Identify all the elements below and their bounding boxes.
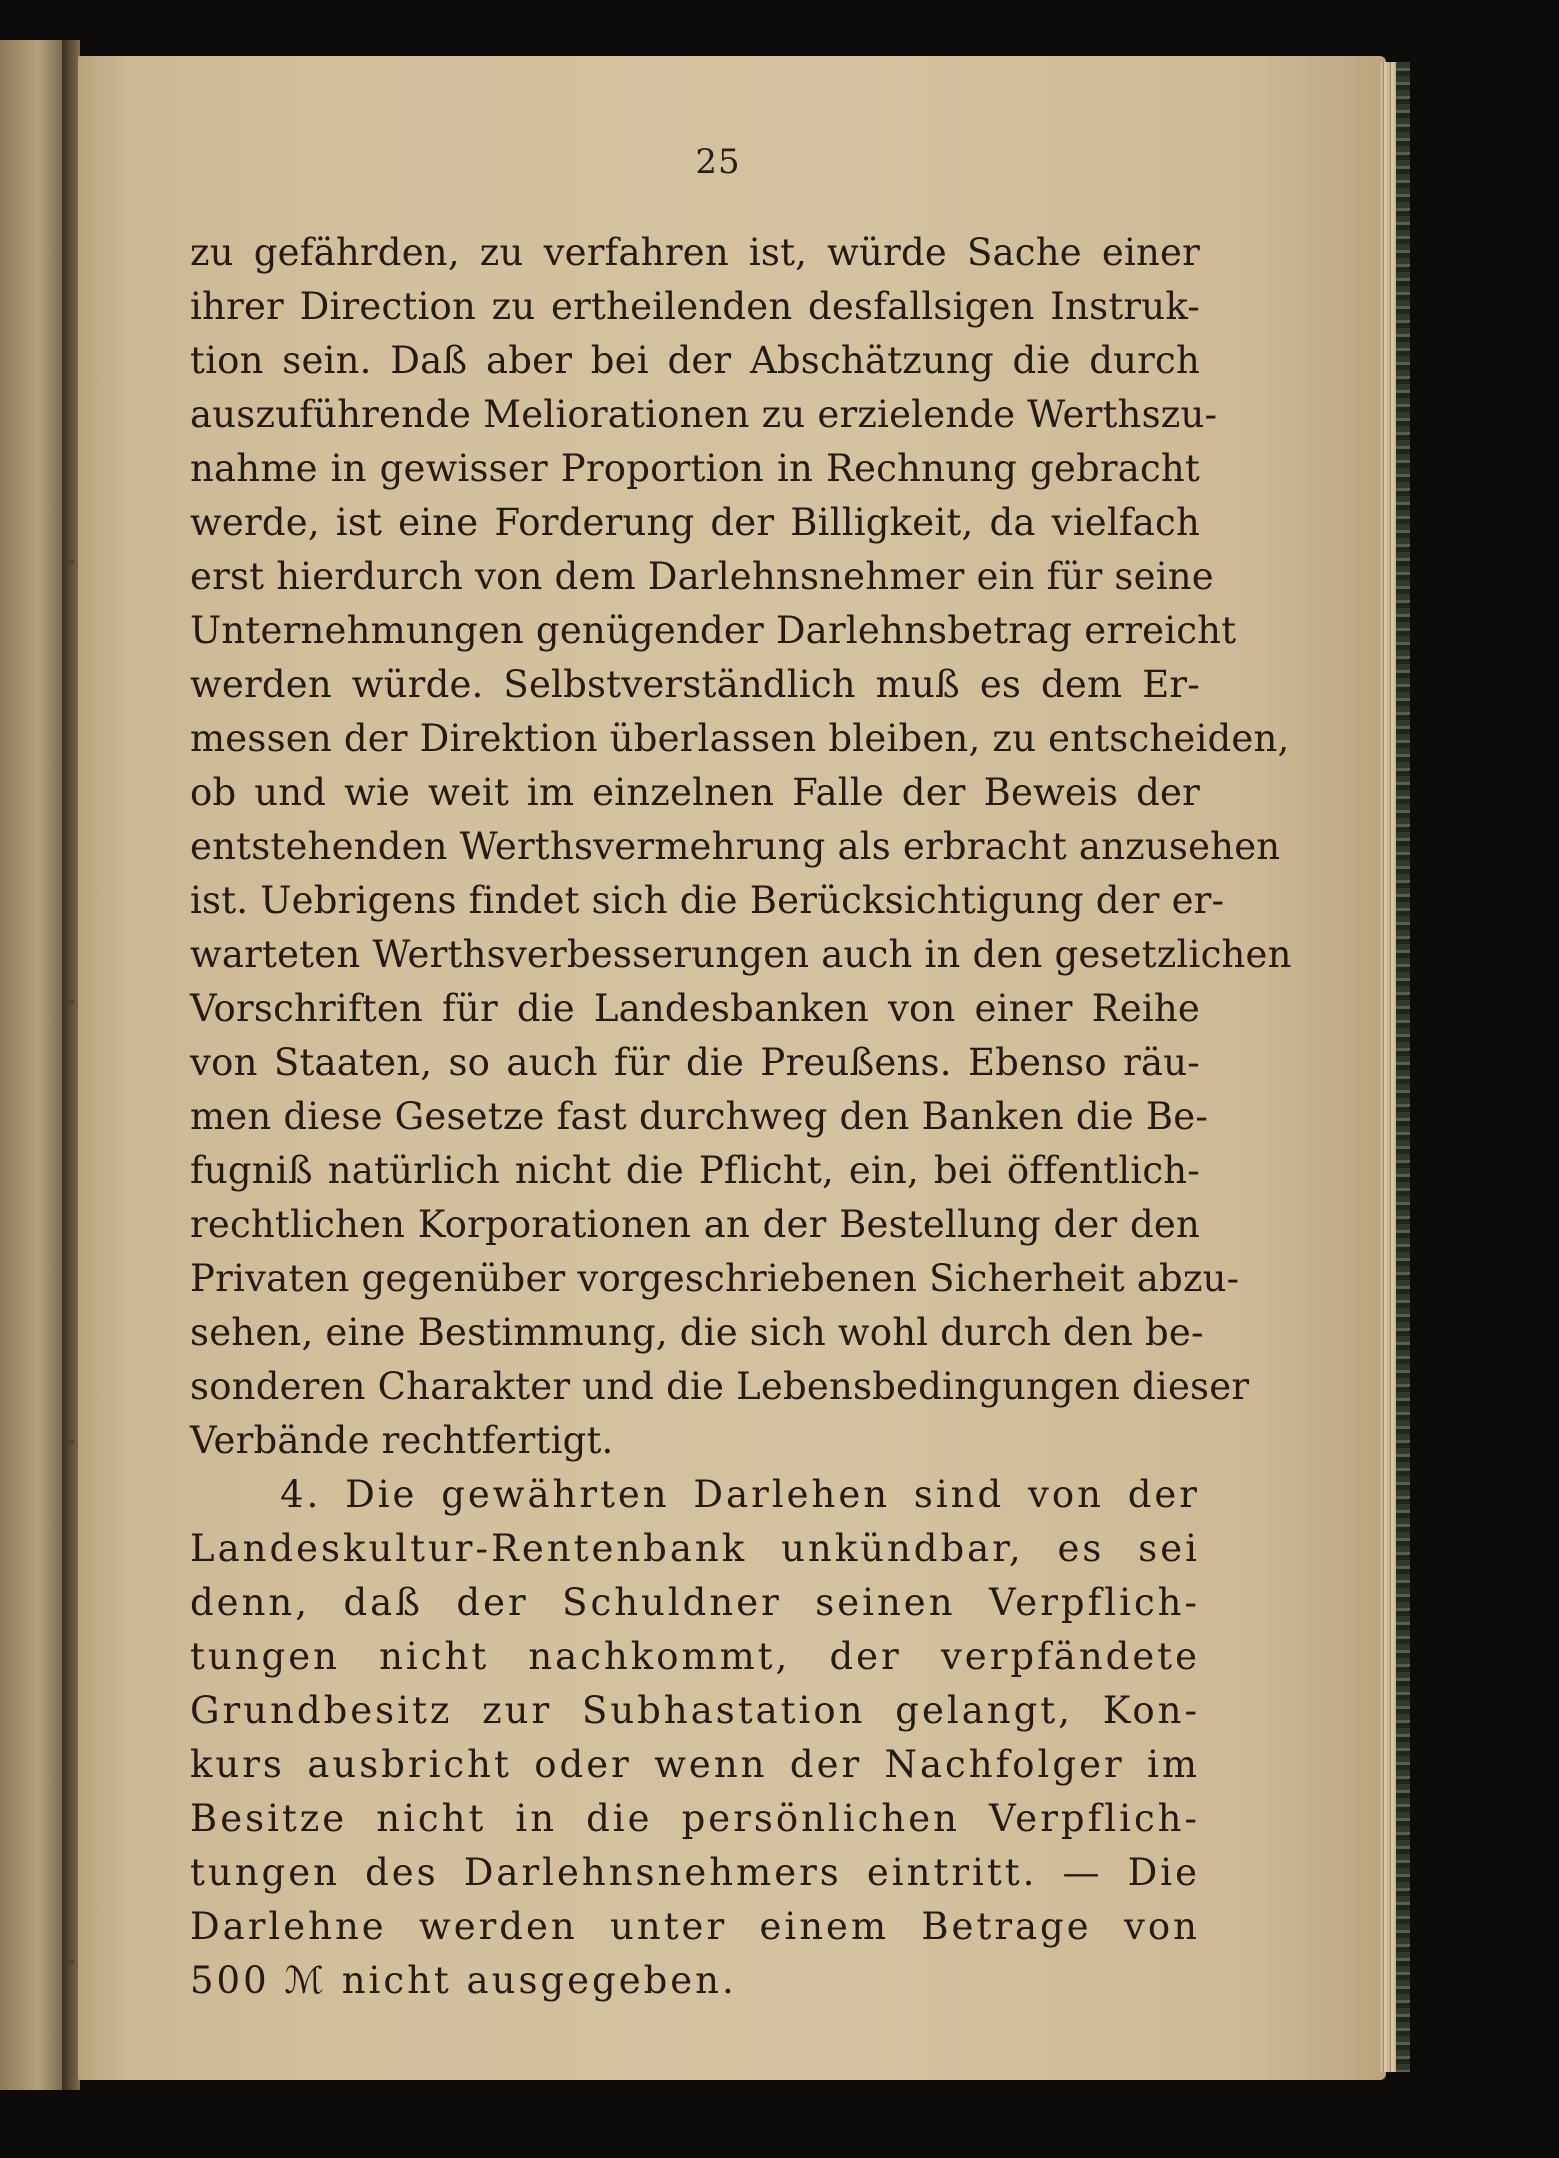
paragraph-4-line: 4. Die gewährten Darlehen sind von der: [280, 1473, 1200, 1516]
text-line: sonderen Charakter und die Lebensbedingungen dieser: [190, 1365, 1250, 1408]
text-line: men diese Gesetze fast durchweg den Banken die Be-: [190, 1095, 1209, 1138]
paragraph-4-line: Besitze nicht in die persönlichen Verpflich-: [190, 1797, 1200, 1840]
book-binding: [1396, 62, 1410, 2072]
margin-mark: [66, 1960, 74, 1963]
paragraph-4-line: Darlehne werden unter einem Betrage von: [190, 1905, 1200, 1948]
text-line: sehen, eine Bestimmung, die sich wohl durch den be-: [190, 1311, 1204, 1354]
margin-mark: [66, 560, 74, 563]
text-line: werden würde. Selbstverständlich muß es dem Er-: [190, 663, 1200, 706]
text-line: Verbände rechtfertigt.: [190, 1419, 614, 1462]
text-line: fugniß natürlich nicht die Pflicht, ein, bei öffentlich-: [190, 1149, 1200, 1192]
page-number: 25: [695, 142, 741, 182]
text-line: tion sein. Daß aber bei der Abschätzung die durch: [190, 339, 1200, 382]
body-text: [190, 226, 1292, 2008]
text-line: zu gefährden, zu verfahren ist, würde Sache einer: [190, 231, 1200, 274]
text-line: ihrer Direction zu ertheilenden desfallsigen Instruk-: [190, 285, 1200, 328]
text-line: Unternehmungen genügender Darlehnsbetrag erreicht: [190, 609, 1237, 652]
paragraph-4-line: 500 ℳ nicht ausgegeben.: [190, 1959, 737, 2002]
margin-mark: [66, 1000, 74, 1003]
text-line: Privaten gegenüber vorgeschriebenen Sicherheit abzu-: [190, 1257, 1240, 1300]
paragraph-4-line: kurs ausbricht oder wenn der Nachfolger im: [190, 1743, 1200, 1786]
text-line: rechtlichen Korporationen an der Bestellung der den: [190, 1203, 1200, 1246]
text-line: auszuführende Meliorationen zu erzielende Werthszu-: [190, 393, 1218, 436]
text-line: messen der Direktion überlassen bleiben, zu entscheiden,: [190, 717, 1290, 760]
text-line: ob und wie weit im einzelnen Falle der Beweis der: [190, 771, 1200, 814]
facing-page-edge: [0, 40, 70, 2090]
paragraph-4-line: Landeskultur-Rentenbank unkündbar, es sei: [190, 1527, 1200, 1570]
text-line: von Staaten, so auch für die Preußens. Ebenso räu-: [190, 1041, 1200, 1084]
text-line: erst hierdurch von dem Darlehnsnehmer ein für seine: [190, 555, 1214, 598]
paragraph-4-line: denn, daß der Schuldner seinen Verpflich-: [190, 1581, 1200, 1624]
text-line: Vorschriften für die Landesbanken von einer Reihe: [190, 987, 1200, 1030]
text-line: entstehenden Werthsvermehrung als erbracht anzusehen: [190, 825, 1281, 868]
paragraph-4-line: Grundbesitz zur Subhastation gelangt, Kon-: [190, 1689, 1200, 1732]
text-line: nahme in gewisser Proportion in Rechnung gebracht: [190, 447, 1200, 490]
margin-mark: [66, 1440, 74, 1443]
text-line: werde, ist eine Forderung der Billigkeit, da vielfach: [190, 501, 1200, 544]
text-line: ist. Uebrigens findet sich die Berücksichtigung der er-: [190, 879, 1225, 922]
text-line: warteten Werthsverbesserungen auch in den gesetzlichen: [190, 933, 1292, 976]
paragraph-4-line: tungen des Darlehnsnehmers eintritt. — Die: [190, 1851, 1200, 1894]
paragraph-4-line: tungen nicht nachkommt, der verpfändete: [190, 1635, 1200, 1678]
